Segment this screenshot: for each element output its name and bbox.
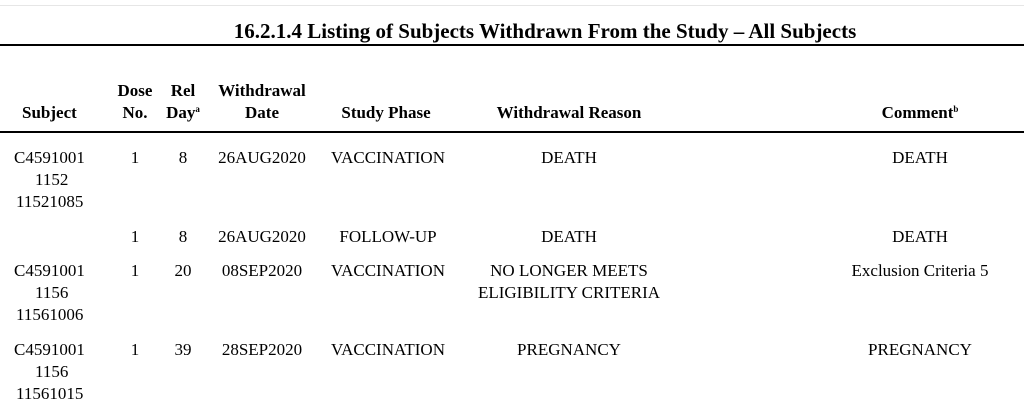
- subject-id-line: C4591001: [14, 261, 85, 280]
- table-row-3-comment: Exclusion Criteria 5: [851, 261, 989, 280]
- table-row-1-date: 26AUG2020: [218, 148, 306, 167]
- header-study-phase: [318, 102, 454, 124]
- reason-line: ELIGIBILITY CRITERIA: [477, 283, 661, 302]
- header-rel-day-footnote-marker: a: [195, 104, 200, 114]
- subject-id-line: C4591001: [14, 148, 85, 167]
- header-withdrawal-reason-label: Withdrawal Reason: [496, 103, 642, 122]
- subject-number-line: 11561015: [16, 384, 84, 403]
- header-comment-label: Comment: [881, 103, 954, 122]
- header-comment-footnote-marker: b: [953, 104, 959, 114]
- table-row-2-dose: 1: [130, 227, 140, 246]
- header-dose-no: [112, 80, 158, 124]
- table-row-4-subject: [14, 339, 85, 405]
- reason-line: DEATH: [541, 227, 597, 246]
- header-subject: [22, 102, 77, 124]
- table-row-1-reason: [456, 147, 682, 169]
- header-withdrawal-line2: Date: [245, 103, 279, 122]
- table-row-1-rel-day: 8: [178, 148, 188, 167]
- table-row-3-dose: 1: [130, 261, 140, 280]
- header-study-phase-label: Study Phase: [341, 103, 431, 122]
- header-rule: [0, 131, 1024, 133]
- subject-number-line: 11521085: [16, 192, 84, 211]
- header-comment: [830, 102, 1010, 124]
- subject-site-line: 1156: [35, 283, 69, 302]
- table-row-1-comment: DEATH: [892, 148, 948, 167]
- reason-line: PREGNANCY: [517, 340, 621, 359]
- subject-site-line: 1152: [35, 170, 69, 189]
- table-row-4-reason: [456, 339, 682, 361]
- header-subject-label: Subject: [22, 103, 77, 122]
- subject-number-line: 11561006: [16, 305, 84, 324]
- header-dose-line2: No.: [122, 103, 148, 122]
- table-row-3-rel-day: 20: [174, 261, 192, 280]
- header-rel-line1: Rel: [170, 81, 196, 100]
- table-row-1-subject: [14, 147, 85, 213]
- header-rel-line2: [160, 102, 206, 124]
- table-row-4-dose: 1: [130, 340, 140, 359]
- header-dose-line1: Dose: [117, 81, 153, 100]
- top-divider: [0, 5, 1024, 6]
- listing-title: 16.2.1.4 Listing of Subjects Withdrawn From the Study – All Subjects: [233, 19, 857, 43]
- reason-line: NO LONGER MEETS: [490, 261, 648, 280]
- table-row-3-subject: [14, 260, 85, 326]
- table-row-3-phase: VACCINATION: [331, 261, 445, 280]
- reason-line: DEATH: [541, 148, 597, 167]
- table-row-4-rel-day: 39: [174, 340, 192, 359]
- header-rel-day-label: Day: [166, 103, 196, 122]
- subject-id-line: C4591001: [14, 340, 85, 359]
- table-row-4-date: 28SEP2020: [221, 340, 303, 359]
- table-row-2-date: 26AUG2020: [218, 227, 306, 246]
- subject-site-line: 1156: [35, 362, 69, 381]
- table-row-2-reason: [456, 226, 682, 248]
- table-row-4-comment: PREGNANCY: [868, 340, 972, 359]
- table-row-3-reason: [456, 260, 682, 304]
- table-row-1-phase: VACCINATION: [331, 148, 445, 167]
- header-withdrawal-line1: Withdrawal: [218, 81, 306, 100]
- table-row-1-dose: 1: [130, 148, 140, 167]
- header-rel-day: [160, 80, 206, 124]
- table-row-4-phase: VACCINATION: [331, 340, 445, 359]
- header-withdrawal-reason: [456, 102, 682, 124]
- table-row-2-comment: DEATH: [892, 227, 948, 246]
- table-row-2-phase: FOLLOW-UP: [339, 227, 437, 246]
- title-rule: [0, 44, 1024, 46]
- table-row-2-rel-day: 8: [178, 227, 188, 246]
- header-withdrawal-date: [206, 80, 318, 124]
- table-row-3-date: 08SEP2020: [221, 261, 303, 280]
